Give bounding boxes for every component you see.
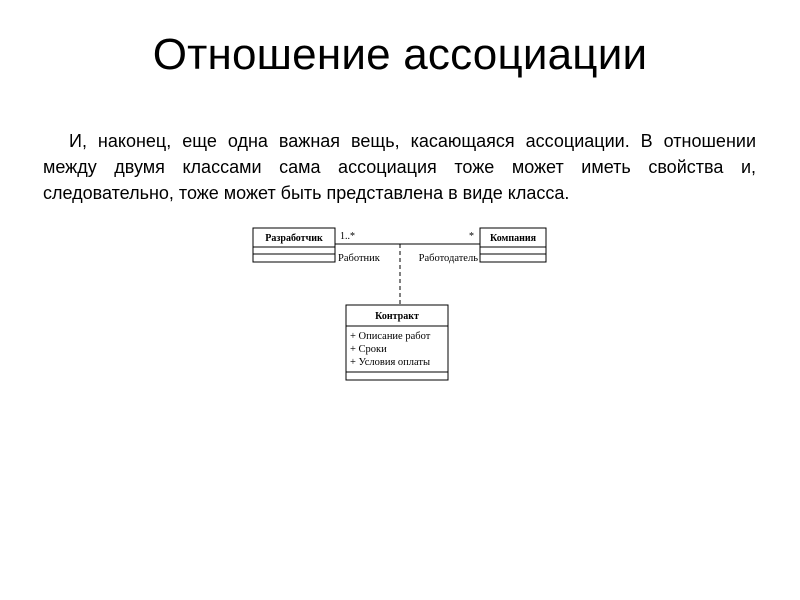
class-company-name: Компания	[489, 233, 537, 244]
class-developer-name: Разработчик	[265, 233, 323, 244]
slide-paragraph: И, наконец, еще одна важная вещь, касающаяся ассоциации. В отношении между двумя классами сама ассоциация тоже может иметь свойства и, следовательно, тоже может быть представлена в виде класса.	[43, 131, 756, 203]
contract-attribute: + Условия оплаты	[350, 357, 431, 368]
contract-attribute: + Сроки	[350, 344, 387, 355]
left-role: Работник	[338, 253, 380, 264]
class-contract	[346, 305, 448, 380]
class-developer	[253, 228, 335, 262]
contract-attribute: + Описание работ	[350, 331, 431, 342]
class-contract-name: Контракт	[375, 311, 419, 322]
right-multiplicity: *	[469, 231, 474, 242]
slide-title: Отношение ассоциации	[152, 30, 648, 79]
class-company	[480, 228, 546, 262]
right-role: Работодатель	[418, 253, 478, 264]
left-multiplicity: 1..*	[340, 231, 355, 242]
